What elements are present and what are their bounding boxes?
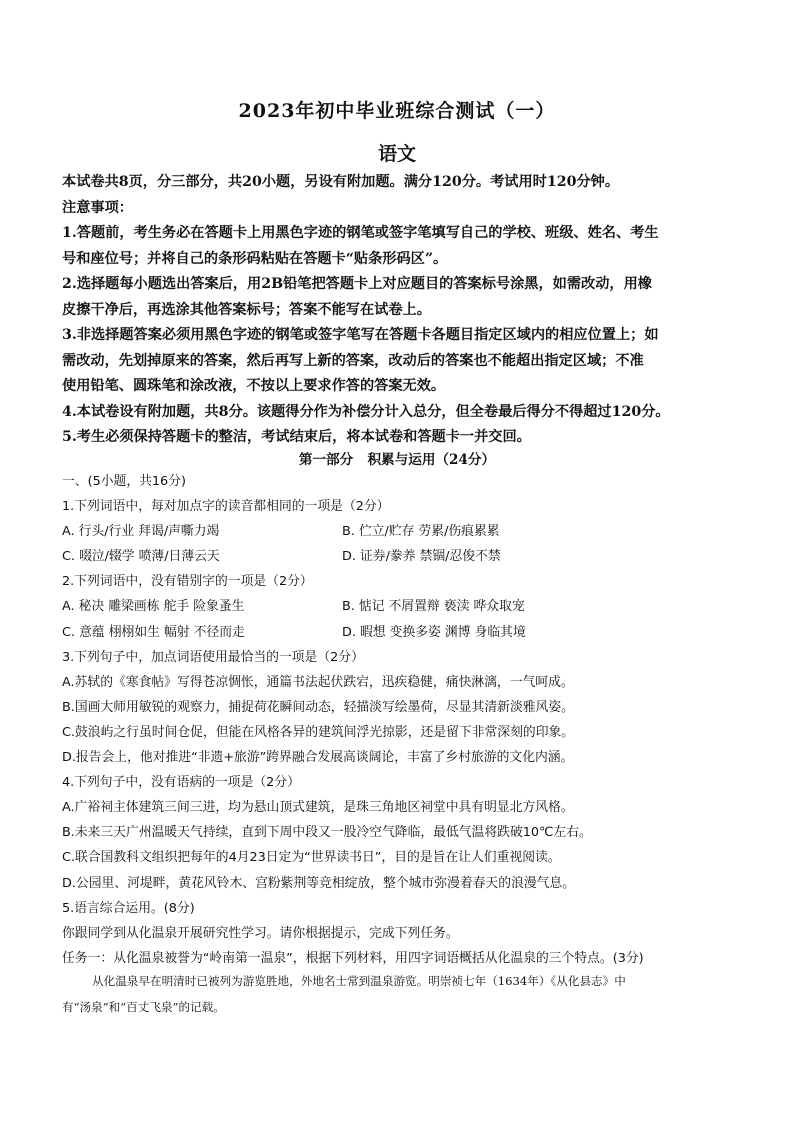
- notice-line: 号和座位号；并将自己的条形码粘贴在答题卡“贴条形码区”。: [62, 250, 448, 267]
- question-4-stem: 4.下列句子中，没有语病的一项是（2分）: [62, 775, 300, 791]
- option-a: A. 秘决 雕梁画栋 舵手 险象蚤生: [62, 599, 245, 615]
- notice-line: 皮擦干净后，再选涂其他答案标号；答案不能写在试卷上。: [62, 301, 431, 318]
- notice-line: 1.答题前，考生务必在答题卡上用黑色字迹的钢笔或签字笔填写自己的学校、班级、姓名、考生: [62, 225, 659, 241]
- notice-line: 5.考生必须保持答题卡的整洁，考试结束后，将本试卷和答题卡一并交回。: [62, 429, 531, 445]
- question-2-options-row: [62, 594, 752, 619]
- notice-line: 使用铅笔、圆珠笔和涂改液，不按以上要求作答的答案无效。: [62, 378, 446, 394]
- questions-block: [62, 469, 752, 971]
- notice-line: 需改动，先划掉原来的答案，然后再写上新的答案，改动后的答案也不能超出指定区域；不准: [62, 352, 644, 369]
- option-d: D.报告会上，他对推进“非遗+旅游”跨界融合发展高谈阔论，丰富了乡村旅游的文化内涵。: [62, 750, 574, 766]
- exam-title: 2023年初中毕业班综合测试（一）: [238, 100, 556, 122]
- notice-line: 3.非选择题答案必须用黑色字迹的钢笔或签字笔写在答题卡各题目指定区域内的相应位置上；如: [62, 327, 659, 343]
- option-a: A.苏轼的《寒食帖》写得苍凉惆怅，通篇书法起伏跌宕，迅疾稳健，痛快淋漓，一气呵成。: [62, 674, 574, 690]
- question-5-task-one: 任务一：从化温泉被誉为“岭南第一温泉”，根据下列材料，用四字词语概括从化温泉的三个特点。(3分): [62, 950, 644, 966]
- option-a: A. 行头/行业 拜谒/声嘶力竭: [62, 524, 220, 540]
- question-3-stem: 3.下列句子中，加点词语使用最恰当的一项是（2分）: [62, 649, 364, 665]
- notice-line: 2.选择题每小题选出答案后，用2B铅笔把答题卡上对应题目的答案标号涂黑，如需改动，用橡: [62, 276, 652, 292]
- option-c: C.联合国教科文组织把每年的4月23日定为“世界读书日”，目的是旨在让人们重视阅读。: [62, 850, 561, 866]
- exam-intro: 本试卷共8页，分三部分，共20小题，另设有附加题。满分120分。考试用时120分钟。: [62, 174, 620, 190]
- section-heading: 一、(5小题，共16分): [62, 474, 186, 489]
- instructions-block: [62, 170, 742, 451]
- material-line: 从化温泉早在明清时已被列为游览胜地，外地名士常到温泉游览。明崇祯七年（1634年）《从化县志》中: [92, 974, 626, 988]
- option-a: A.广裕祠主体建筑三间三进，均为悬山顶式建筑，是珠三角地区祠堂中具有明显北方风格。: [62, 800, 574, 816]
- option-d: D. 证券/豢养 禁锢/忍俊不禁: [342, 549, 501, 565]
- option-c: C. 啜泣/辍学 喷薄/日薄云天: [62, 549, 220, 565]
- question-2-options-row: [62, 620, 752, 645]
- question-2-stem: 2.下列词语中，没有错别字的一项是（2分）: [62, 574, 313, 590]
- part-one-heading: 第一部分 积累与运用（24分）: [298, 452, 496, 468]
- question-5-prompt: 你跟同学到从化温泉开展研究性学习。请你根据提示，完成下列任务。: [62, 925, 459, 941]
- notice-label: 注意事项：: [62, 199, 133, 216]
- option-c: C.鼓浪屿之行虽时间仓促，但能在风格各异的建筑间浮光掠影，还是留下非常深刻的印象。: [62, 724, 575, 740]
- option-b: B. 惦记 不屑置辩 亵渎 哗众取宠: [342, 599, 525, 615]
- material-line: 有“汤泉”和“百丈飞泉”的记载。: [62, 1000, 225, 1014]
- question-1-stem: 1.下列词语中，每对加点字的读音都相同的一项是（2分）: [62, 499, 390, 515]
- option-b: B.未来三天广州温暖天气持续，直到下周中段又一股冷空气降临，最低气温将跌破10℃左右。: [62, 825, 592, 841]
- option-c: C. 意蕴 栩栩如生 幅射 不径而走: [62, 624, 245, 640]
- question-1-options-row: [62, 519, 752, 544]
- question-1-options-row: [62, 544, 752, 569]
- option-d: D.公园里、河堤畔，黄花风铃木、宫粉紫荆等竞相绽放，整个城市弥漫着春天的浪漫气息。: [62, 875, 575, 891]
- question-5-stem: 5.语言综合运用。(8分): [62, 900, 195, 916]
- option-d: D. 暇想 变换多姿 渊博 身临其境: [342, 624, 526, 640]
- subject-title: 语文: [377, 143, 416, 165]
- option-b: B.国画大师用敏锐的观察力，捕捉荷花瞬间动态，轻描淡写绘墨荷，尽显其清新淡雅风姿。: [62, 699, 574, 715]
- reading-material: [62, 968, 738, 1020]
- notice-line: 4.本试卷设有附加题，共8分。该题得分作为补偿分计入总分，但全卷最后得分不得超过120分。: [62, 403, 670, 420]
- option-b: B. 伫立/贮存 劳累/伤痕累累: [342, 524, 500, 540]
